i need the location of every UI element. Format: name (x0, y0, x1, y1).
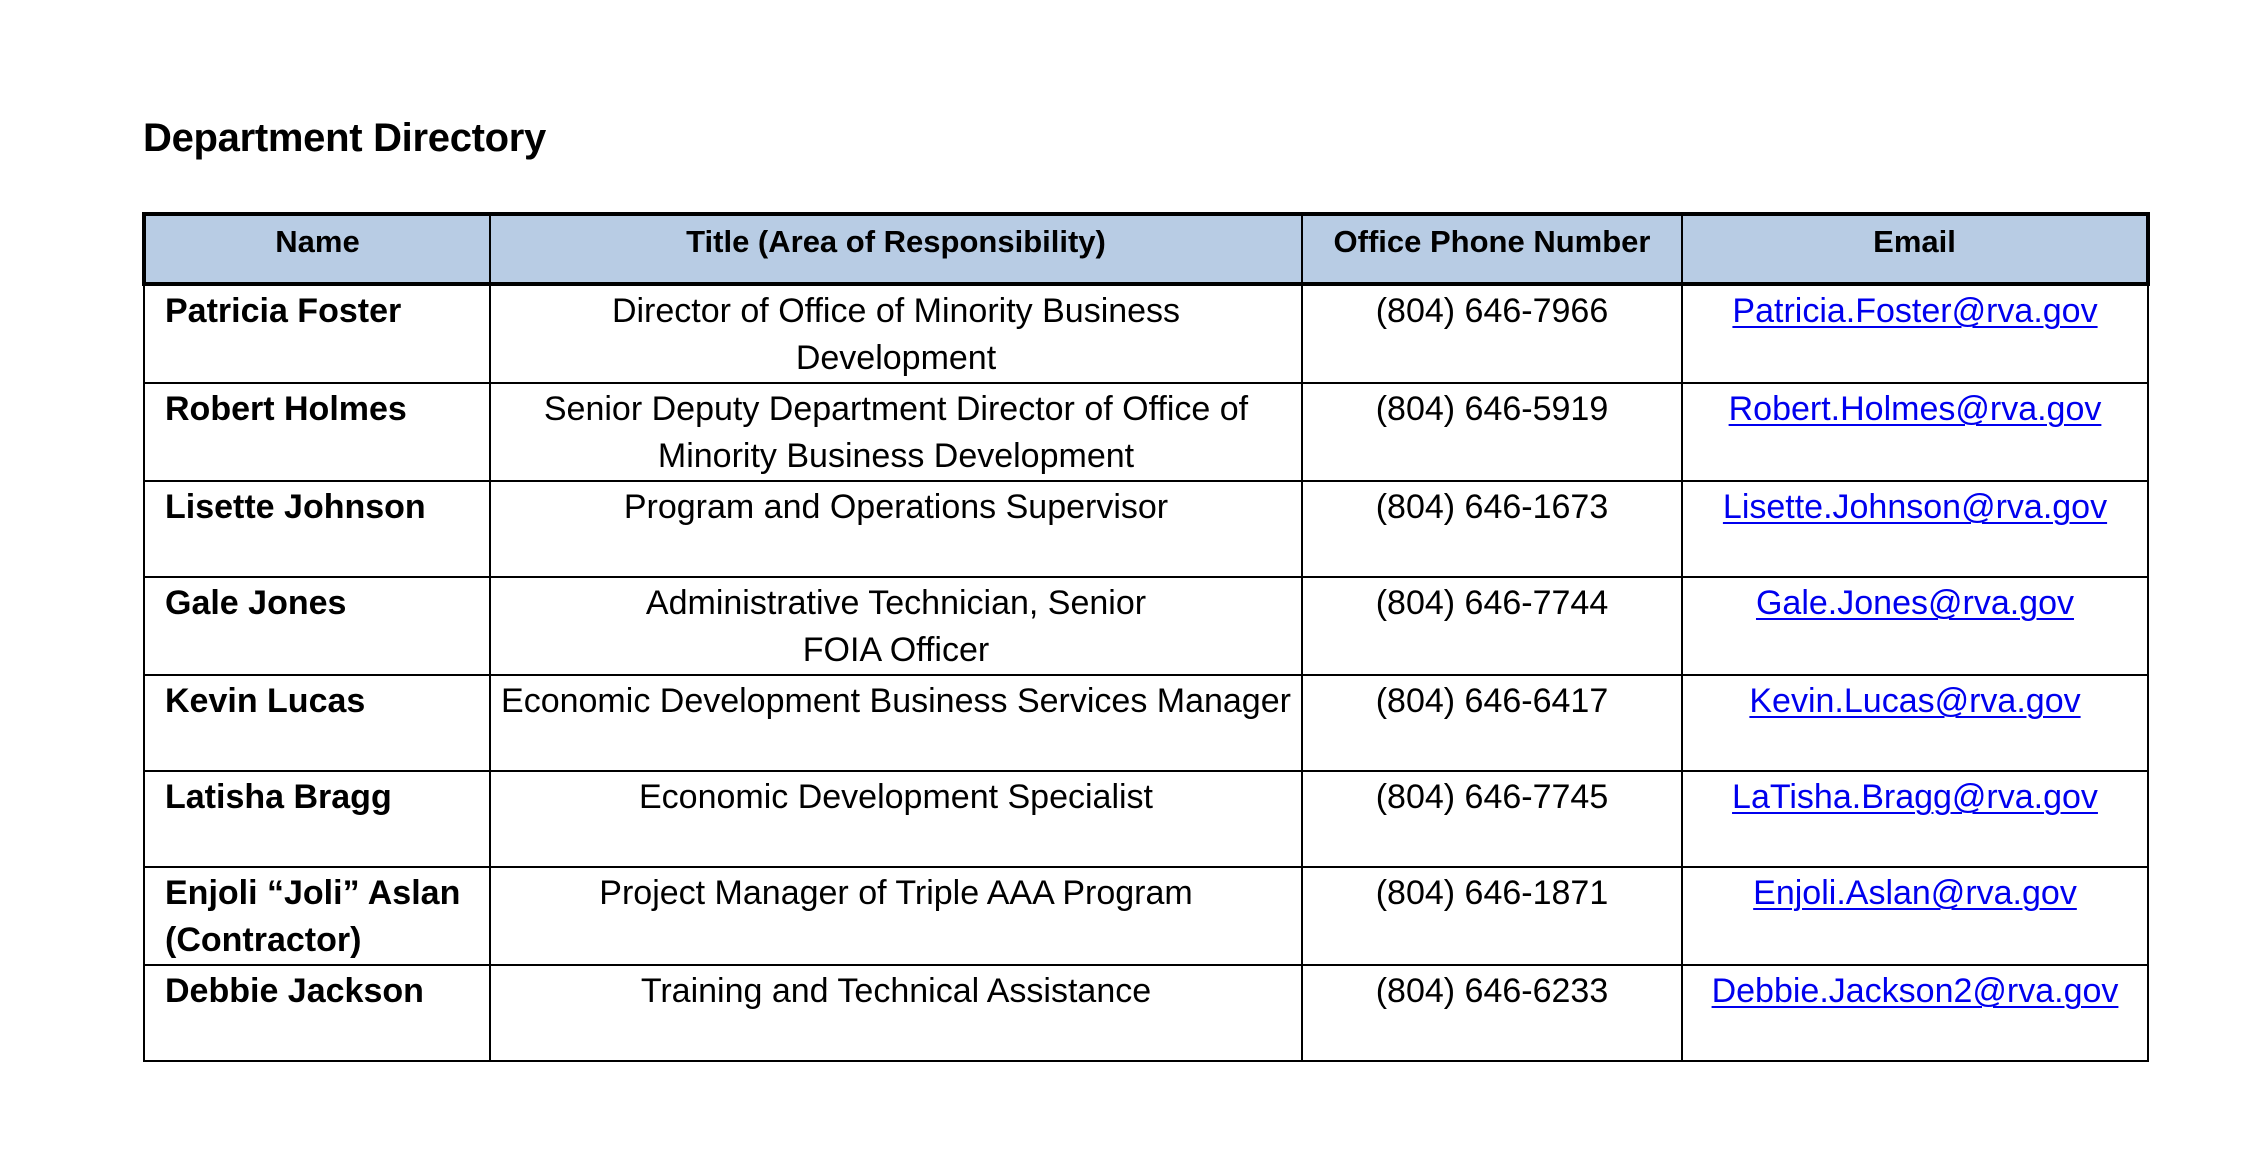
phone-number: (804) 646-1673 (1375, 488, 1609, 526)
column-header-email: Email (1682, 214, 2148, 284)
person-name: Patricia Foster (165, 292, 402, 330)
cell-title (490, 867, 1302, 965)
cell-name (144, 965, 490, 1061)
person-name: Gale Jones (165, 584, 347, 622)
table-row (144, 675, 2148, 771)
table-row (144, 771, 2148, 867)
person-name: Kevin Lucas (165, 682, 366, 720)
cell-phone (1302, 771, 1682, 867)
table-row (144, 867, 2148, 965)
person-name: Latisha Bragg (165, 778, 392, 816)
email-link[interactable]: LaTisha.Bragg@rva.gov (1732, 778, 2098, 816)
directory-table (142, 212, 2150, 1062)
title-line: Project Manager of Triple AAA Program (599, 874, 1193, 912)
table-header (144, 214, 2148, 284)
phone-number: (804) 646-1871 (1375, 874, 1609, 912)
cell-name (144, 383, 490, 481)
table-row (144, 284, 2148, 383)
cell-phone (1302, 284, 1682, 383)
header-row (144, 214, 2148, 284)
table-row (144, 577, 2148, 675)
title-line: Program and Operations Supervisor (623, 488, 1169, 526)
person-name-note: (Contractor) (165, 921, 362, 959)
person-name: Debbie Jackson (165, 972, 424, 1010)
title-line: Development (795, 339, 997, 377)
person-name: Robert Holmes (165, 390, 407, 428)
cell-title (490, 383, 1302, 481)
title-line: Director of Office of Minority Business (611, 292, 1181, 330)
email-link[interactable]: Gale.Jones@rva.gov (1755, 584, 2074, 622)
column-header-title: Title (Area of Responsibility) (490, 214, 1302, 284)
cell-email (1682, 965, 2148, 1061)
cell-title (490, 481, 1302, 577)
phone-number: (804) 646-7745 (1375, 778, 1609, 816)
person-name: Lisette Johnson (165, 488, 426, 526)
cell-phone (1302, 577, 1682, 675)
cell-phone (1302, 965, 1682, 1061)
cell-name (144, 867, 490, 965)
cell-email (1682, 577, 2148, 675)
cell-name (144, 577, 490, 675)
column-header-phone: Office Phone Number (1302, 214, 1682, 284)
table-body (144, 284, 2148, 1061)
person-name: Enjoli “Joli” Aslan (165, 874, 461, 912)
phone-number: (804) 646-6417 (1375, 682, 1609, 720)
cell-phone (1302, 383, 1682, 481)
table-row (144, 481, 2148, 577)
cell-name (144, 481, 490, 577)
cell-email (1682, 284, 2148, 383)
cell-title (490, 675, 1302, 771)
cell-email (1682, 383, 2148, 481)
title-line: Administrative Technician, Senior (645, 584, 1147, 622)
phone-number: (804) 646-7744 (1375, 584, 1609, 622)
email-link[interactable]: Enjoli.Aslan@rva.gov (1753, 874, 2077, 912)
cell-title (490, 771, 1302, 867)
email-link[interactable]: Kevin.Lucas@rva.gov (1749, 682, 2081, 720)
cell-email (1682, 675, 2148, 771)
title-line: Minority Business Development (657, 437, 1135, 475)
title-line: Training and Technical Assistance (640, 972, 1152, 1010)
page-title: Department Directory (143, 116, 547, 160)
table-row (144, 965, 2148, 1061)
cell-email (1682, 867, 2148, 965)
title-line: Economic Development Specialist (638, 778, 1154, 816)
cell-name (144, 284, 490, 383)
cell-title (490, 577, 1302, 675)
phone-number: (804) 646-7966 (1375, 292, 1609, 330)
email-link[interactable]: Lisette.Johnson@rva.gov (1722, 488, 2108, 526)
title-line: Senior Deputy Department Director of Office of (543, 390, 1249, 428)
phone-number: (804) 646-6233 (1375, 972, 1609, 1010)
cell-title (490, 284, 1302, 383)
title-line: FOIA Officer (802, 631, 990, 669)
cell-phone (1302, 867, 1682, 965)
email-link[interactable]: Patricia.Foster@rva.gov (1732, 292, 2098, 330)
cell-email (1682, 481, 2148, 577)
cell-phone (1302, 481, 1682, 577)
cell-title (490, 965, 1302, 1061)
cell-email (1682, 771, 2148, 867)
email-link[interactable]: Debbie.Jackson2@rva.gov (1711, 972, 2119, 1010)
cell-phone (1302, 675, 1682, 771)
column-header-name: Name (144, 214, 490, 284)
phone-number: (804) 646-5919 (1375, 390, 1609, 428)
table-row (144, 383, 2148, 481)
email-link[interactable]: Robert.Holmes@rva.gov (1728, 390, 2102, 428)
cell-name (144, 675, 490, 771)
cell-name (144, 771, 490, 867)
title-line: Economic Development Business Services Manager (501, 682, 1291, 720)
